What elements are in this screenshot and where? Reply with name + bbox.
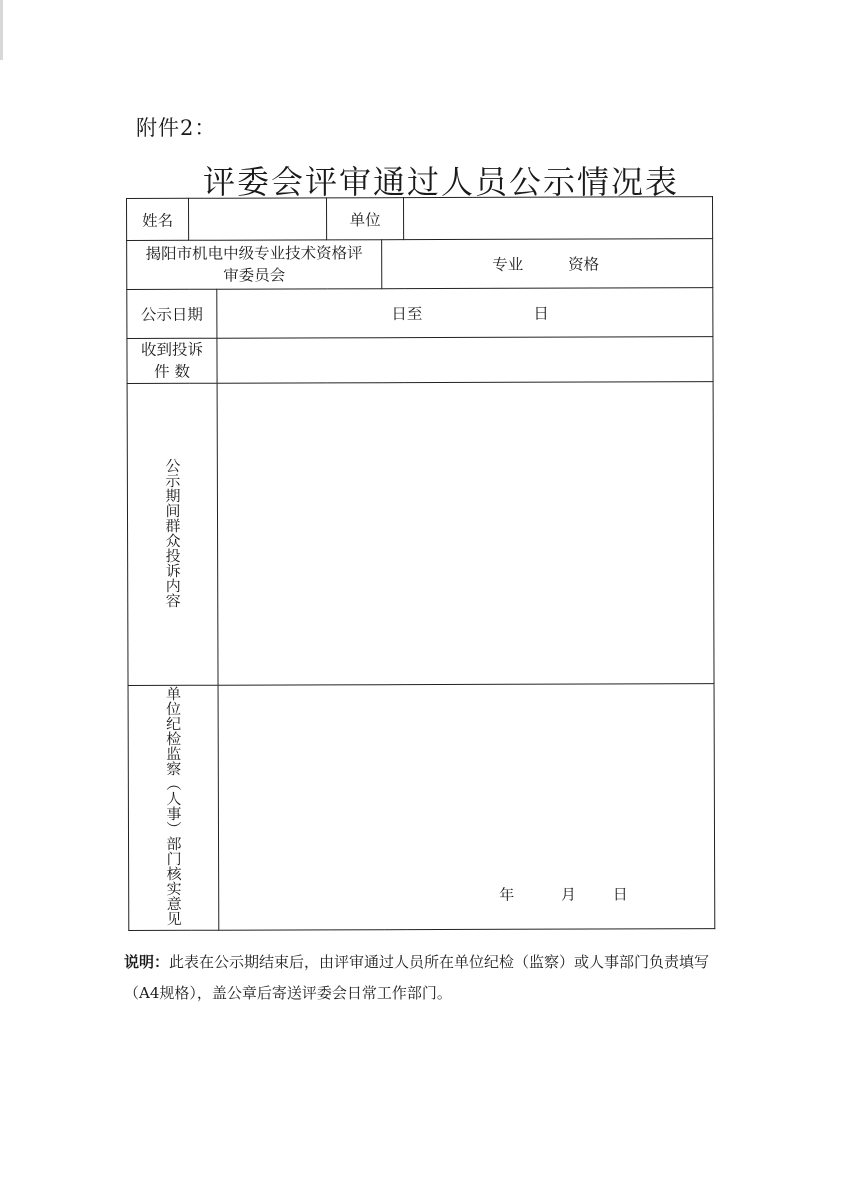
committee-name-line1: 揭阳市机电中级专业技术资格评	[145, 244, 363, 263]
attachment-label: 附件2：	[136, 116, 217, 140]
sign-month: 月	[560, 885, 577, 904]
row-committee	[127, 239, 713, 290]
row-name-unit	[127, 197, 713, 241]
complaint-content-label: 公示期间群众投诉内容	[163, 457, 182, 608]
verification-label: 单位纪检监察（人事）部门核实意见	[164, 685, 183, 926]
form-table-wrapper	[126, 196, 714, 928]
footnote	[124, 947, 724, 1009]
committee-name-line2: 审委员会	[223, 266, 286, 285]
complaint-count-line2: 件 数	[154, 362, 191, 381]
row-publicity-date	[127, 288, 713, 339]
row-complaint-count	[127, 337, 713, 384]
signature-date	[219, 883, 714, 930]
row-complaint-content	[127, 382, 714, 686]
sign-year: 年	[499, 885, 515, 904]
unit-label: 单位	[327, 198, 404, 240]
sign-day: 日	[612, 885, 628, 904]
date-end-day: 日	[533, 304, 549, 323]
page-title: 评委会评审通过人员公示情况表	[202, 163, 679, 201]
qualification-label: 资格	[568, 255, 600, 274]
verification-label-cell	[128, 685, 219, 930]
committee-cell	[127, 240, 382, 290]
complaint-content-field[interactable]	[217, 382, 714, 686]
publicity-date-field[interactable]	[217, 288, 713, 339]
publicity-date-label: 公示日期	[127, 289, 217, 338]
complaint-count-label	[127, 338, 217, 383]
footnote-lead: 说明：	[124, 953, 170, 971]
scan-edge-mark	[0, 0, 3, 60]
verification-field[interactable]	[218, 684, 715, 931]
footnote-text: 此表在公示期结束后，由评审通过人员所在单位纪检（监察）或人事部门负责填写（A4规格），盖公章后寄送评委会日常工作部门。	[124, 953, 710, 1002]
publicity-form-table	[126, 196, 715, 931]
complaint-content-label-cell	[127, 383, 218, 685]
major-qualification-field[interactable]	[382, 239, 713, 289]
complaint-count-field[interactable]	[217, 337, 713, 384]
unit-field[interactable]	[404, 197, 713, 240]
date-from-to: 日至	[391, 305, 423, 324]
complaint-count-line1: 收到投诉	[140, 340, 204, 359]
major-label: 专业	[492, 255, 524, 274]
row-verification	[128, 684, 715, 931]
name-label: 姓名	[127, 198, 189, 240]
name-field[interactable]	[189, 198, 327, 240]
